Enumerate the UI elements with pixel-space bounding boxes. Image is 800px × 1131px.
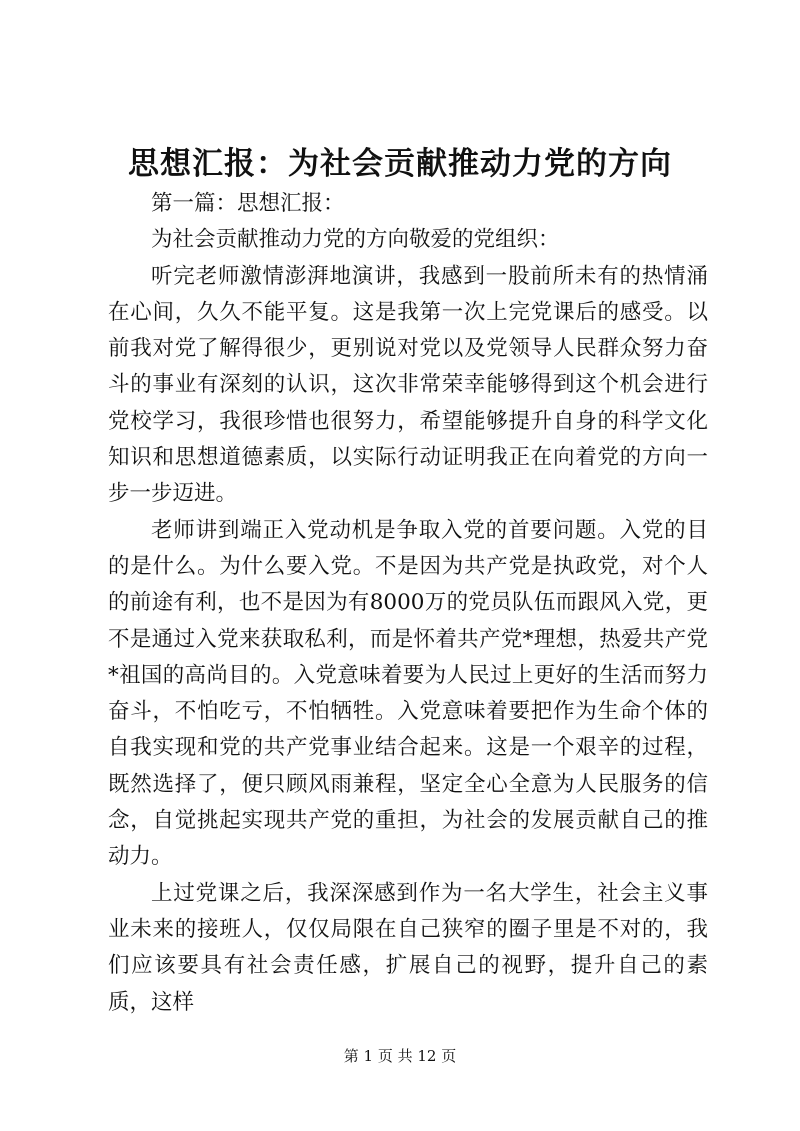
document-title: 思想汇报：为社会贡献推动力党的方向 [128,146,672,182]
paragraph-salutation: 为社会贡献推动力党的方向敬爱的党组织： [151,227,560,253]
paragraph-body: 听完老师激情澎湃地演讲，我感到一股前所未有的热情涌在心间，久久不能平复。这是我第一次上完党课后的感受。以前我对党了解得很少，更别说对党以及党领导人民群众努力奋斗的事业有深刻的认识，这次非常荣幸能够得到这个机会进行党校学习，我很珍惜也很努力，希望能够提升自身的科学文化知识和思想道德素质，以实际行动证明我正在向着党的方向一步一步迈进。 [108,263,708,507]
document-body [108,186,708,1021]
paragraph-body: 上过党课之后，我深深感到作为一名大学生，社会主义事业未来的接班人，仅仅局限在自己狭窄的圈子里是不对的，我们应该要具有社会责任感，扩展自己的视野，提升自己的素质，这样 [108,880,708,1015]
page-footer: 第 1 页 共 12 页 [343,1047,457,1065]
paragraph-section-heading: 第一篇：思想汇报： [151,191,345,216]
paragraph-body: 老师讲到端正入党动机是争取入党的首要问题。入党的目的是什么。为什么要入党。不是因为共产党是执政党，对个人的前途有利，也不是因为有8000万的党员队伍而跟风入党，更不是通过入党来获取私利，而是怀着共产党*理想，热爱共产党*祖国的高尚目的。入党意味着要为人民过上更好的生活而努力奋斗，不怕吃亏，不怕牺牲。入党意味着要把作为生命个体的自我实现和党的共产党事业结合起来。这是一个艰辛的过程，既然选择了，便只顾风雨兼程，坚定全心全意为人民服务的信念，自觉挑起实现共产党的重担，为社会的发展贡献自己的推动力。 [108,517,708,870]
